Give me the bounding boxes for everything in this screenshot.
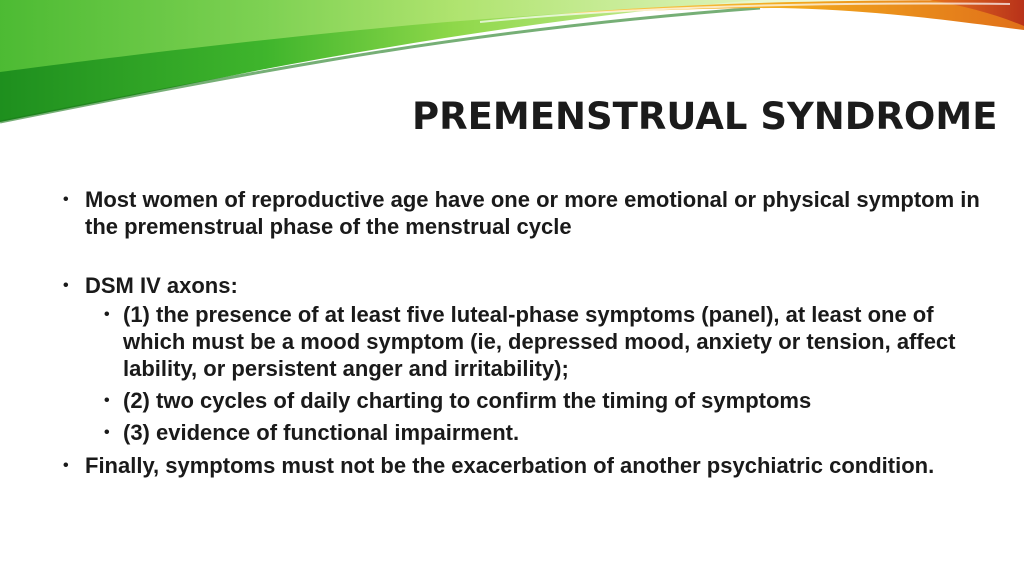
bullet-dot-icon: • xyxy=(63,191,69,208)
sub-bullet-text: (2) two cycles of daily charting to confirm the timing of symptoms xyxy=(123,388,812,413)
bullet-item xyxy=(60,186,980,240)
sub-bullet-item xyxy=(60,387,980,414)
slide-body xyxy=(60,186,980,479)
bullet-text: Finally, symptoms must not be the exacerbation of another psychiatric condition. xyxy=(85,453,935,478)
slide-title: PREMENSTRUAL SYNDROME xyxy=(412,95,998,138)
bullet-item xyxy=(60,452,980,479)
sub-bullet-dot-icon: • xyxy=(104,306,110,323)
bullet-dot-icon: • xyxy=(63,277,69,294)
sub-bullet-dot-icon: • xyxy=(104,392,110,409)
sub-bullet-text: (1) the presence of at least five luteal-phase symptoms (panel), at least one of which must be a mood symptom (ie, depressed mood, anxiety or tension, affect lability, or persistent anger and irritability); xyxy=(123,302,956,381)
sub-bullet-item xyxy=(60,301,980,382)
bullet-text: DSM IV axons: xyxy=(85,273,238,298)
sub-bullet-item xyxy=(60,419,980,446)
bullet-item xyxy=(60,272,980,299)
bullet-text: Most women of reproductive age have one or more emotional or physical symptom in the premenstrual phase of the menstrual cycle xyxy=(85,187,980,239)
sub-bullet-text: (3) evidence of functional impairment. xyxy=(123,420,520,445)
bullet-dot-icon: • xyxy=(63,457,69,474)
sub-bullet-dot-icon: • xyxy=(104,424,110,441)
